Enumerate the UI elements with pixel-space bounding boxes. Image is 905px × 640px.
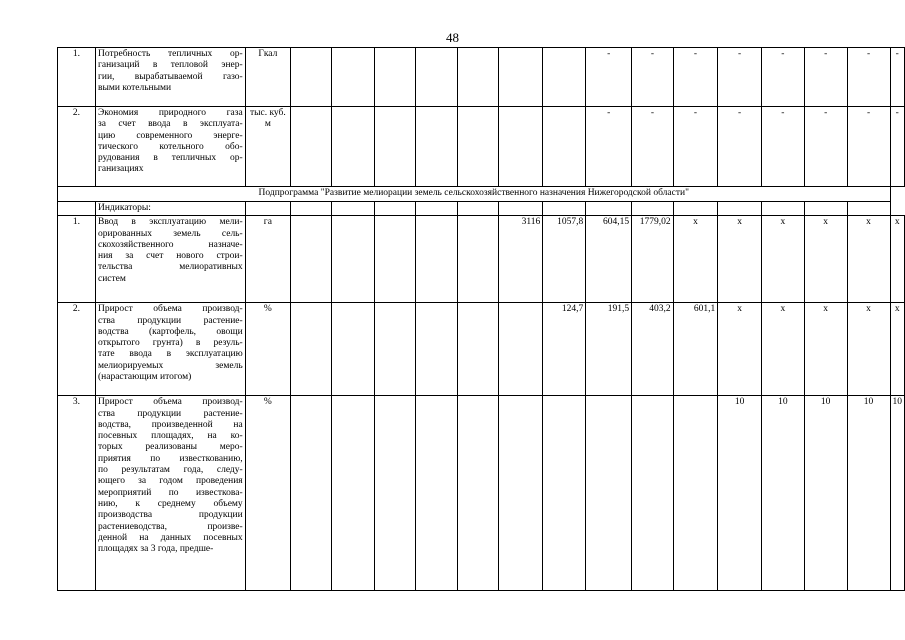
- indicators-label: Индикаторы:: [95, 202, 245, 216]
- page-number: 48: [446, 30, 459, 45]
- subprogram-row: [58, 187, 905, 202]
- empty-cell: [847, 202, 890, 216]
- value-cell: -: [586, 107, 632, 187]
- value-cell: [498, 303, 542, 396]
- value-cell: х: [673, 216, 718, 303]
- value-cell: [375, 48, 416, 107]
- value-cell: 10: [718, 396, 762, 591]
- table-row: [58, 107, 905, 187]
- indicator-name: Прирост объема производ- ства продукции растение- водства (картофель, овощи открытого грунта) в резуль- тате ввода в эксплуатацию мелиорируемых земель (нарастающим итогом): [95, 303, 245, 396]
- value-cell: -: [632, 107, 674, 187]
- value-cell: [673, 396, 718, 591]
- value-cell: 124,7: [543, 303, 586, 396]
- indicators-table: [57, 47, 905, 591]
- empty-cell: [291, 303, 332, 396]
- unit-cell: га: [245, 216, 290, 303]
- value-cell: -: [890, 48, 905, 107]
- value-cell: [543, 396, 586, 591]
- row-number: 1.: [58, 48, 96, 107]
- indicator-name: Прирост объема производ- ства продукции растение- водства, произведенной на посевных площадях, на ко- торых реализованы меро- приятия по известкованию, по результатам года, следу- ющего за годом проведения мероприятий по известкова- нию, к среднему объему производства продукции растениеводства, произве- денной на данных посевных площадях за 3 года, предше-: [95, 396, 245, 591]
- value-cell: [586, 396, 632, 591]
- value-cell: х: [890, 216, 905, 303]
- empty-cell: [291, 107, 332, 187]
- value-cell: х: [718, 216, 762, 303]
- value-cell: -: [718, 48, 762, 107]
- indicator-name: Потребность тепличных ор- ганизаций в тепловой энер- гии, вырабатываемой газо- выми котельными: [95, 48, 245, 107]
- row-number: 1.: [58, 216, 96, 303]
- value-cell: [457, 216, 498, 303]
- value-cell: [498, 48, 542, 107]
- table-row: [58, 216, 905, 303]
- value-cell: [375, 107, 416, 187]
- empty-cell: [332, 202, 375, 216]
- value-cell: -: [673, 107, 718, 187]
- value-cell: [375, 303, 416, 396]
- value-cell: х: [847, 303, 890, 396]
- empty-cell: [761, 202, 804, 216]
- empty-cell: [498, 202, 542, 216]
- value-cell: 1057,8: [543, 216, 586, 303]
- value-cell: -: [847, 107, 890, 187]
- value-cell: -: [804, 107, 847, 187]
- empty-cell: [673, 202, 718, 216]
- indicators-row: [58, 202, 905, 216]
- value-cell: х: [804, 216, 847, 303]
- row-number: 3.: [58, 396, 96, 591]
- value-cell: 10: [804, 396, 847, 591]
- value-cell: 10: [761, 396, 804, 591]
- value-cell: [457, 303, 498, 396]
- empty-cell: [375, 202, 416, 216]
- table-row: [58, 48, 905, 107]
- empty-cell: [245, 202, 290, 216]
- value-cell: -: [761, 107, 804, 187]
- value-cell: х: [718, 303, 762, 396]
- row-number: 2.: [58, 303, 96, 396]
- value-cell: [375, 396, 416, 591]
- subprogram-title: Подпрограмма "Развитие мелиорации земель сельскохозяйственного назначения Нижегородской области": [58, 187, 891, 202]
- value-cell: х: [761, 216, 804, 303]
- value-cell: [416, 216, 457, 303]
- value-cell: 604,15: [586, 216, 632, 303]
- unit-cell: %: [245, 303, 290, 396]
- value-cell: 191,5: [586, 303, 632, 396]
- value-cell: х: [761, 303, 804, 396]
- value-cell: [543, 107, 586, 187]
- table-row: [58, 396, 905, 591]
- value-cell: [416, 303, 457, 396]
- value-cell: х: [890, 303, 905, 396]
- empty-cell: [291, 396, 332, 591]
- value-cell: х: [804, 303, 847, 396]
- value-cell: 3116: [498, 216, 542, 303]
- value-cell: 10: [847, 396, 890, 591]
- value-cell: [332, 396, 375, 591]
- value-cell: -: [673, 48, 718, 107]
- value-cell: [457, 48, 498, 107]
- value-cell: -: [718, 107, 762, 187]
- value-cell: [332, 216, 375, 303]
- value-cell: [416, 48, 457, 107]
- value-cell: [375, 216, 416, 303]
- empty-cell: [58, 202, 96, 216]
- table-row: [58, 303, 905, 396]
- value-cell: [457, 396, 498, 591]
- empty-cell: [291, 216, 332, 303]
- value-cell: [457, 107, 498, 187]
- empty-cell: [457, 202, 498, 216]
- unit-cell: %: [245, 396, 290, 591]
- value-cell: [543, 48, 586, 107]
- empty-cell: [804, 202, 847, 216]
- empty-cell: [416, 202, 457, 216]
- value-cell: -: [847, 48, 890, 107]
- value-cell: 403,2: [632, 303, 674, 396]
- empty-cell: [632, 202, 674, 216]
- value-cell: 601,1: [673, 303, 718, 396]
- value-cell: -: [632, 48, 674, 107]
- indicator-name: Экономия природного газа за счет ввода в эксплуата- цию современного энерге- тического котельного обо- рудования в тепличных ор- ганизациях: [95, 107, 245, 187]
- empty-cell: [291, 48, 332, 107]
- value-cell: [416, 107, 457, 187]
- value-cell: [416, 396, 457, 591]
- empty-cell: [543, 202, 586, 216]
- value-cell: х: [847, 216, 890, 303]
- value-cell: 10: [890, 396, 905, 591]
- value-cell: -: [804, 48, 847, 107]
- indicator-name: Ввод в эксплуатацию мели- орированных земель сель- скохозяйственного назначе- ния за счет нового строи- тельства мелиоративных систем: [95, 216, 245, 303]
- unit-cell: Гкал: [245, 48, 290, 107]
- value-cell: [332, 107, 375, 187]
- empty-cell: [586, 202, 632, 216]
- unit-cell: тыс. куб. м: [245, 107, 290, 187]
- row-number: 2.: [58, 107, 96, 187]
- empty-cell: [718, 202, 762, 216]
- value-cell: [332, 303, 375, 396]
- value-cell: -: [890, 107, 905, 187]
- value-cell: [498, 396, 542, 591]
- value-cell: [332, 48, 375, 107]
- value-cell: 1779,02: [632, 216, 674, 303]
- value-cell: [498, 107, 542, 187]
- empty-cell: [291, 202, 332, 216]
- value-cell: [632, 396, 674, 591]
- value-cell: -: [586, 48, 632, 107]
- value-cell: -: [761, 48, 804, 107]
